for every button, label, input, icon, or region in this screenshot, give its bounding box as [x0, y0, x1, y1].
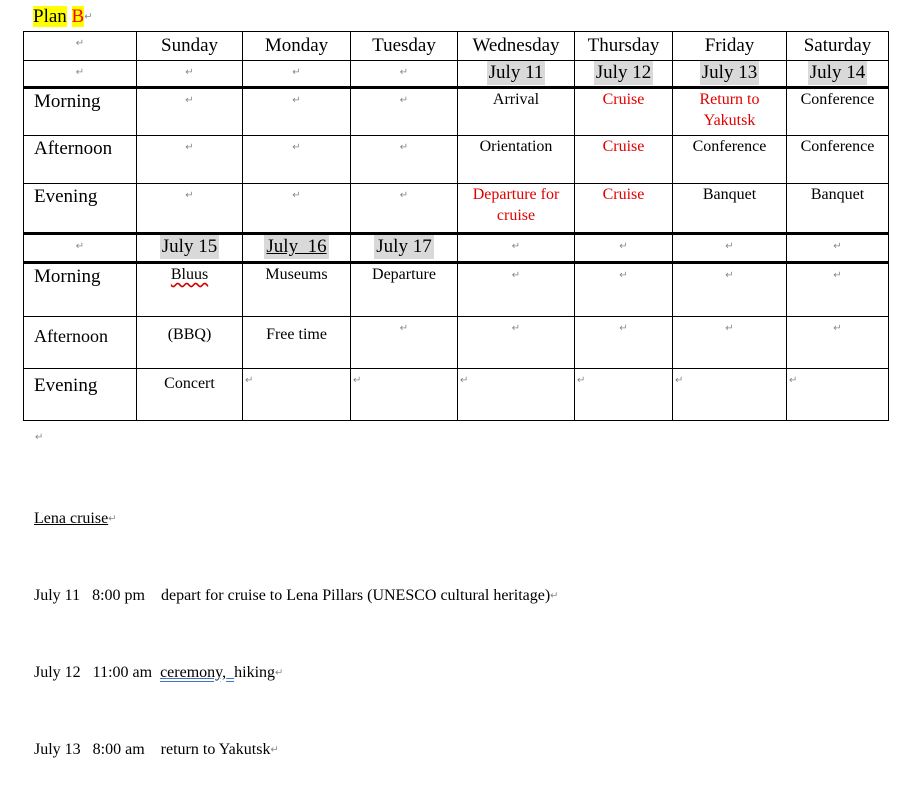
date-july-13: July 13 — [701, 62, 758, 83]
day-wednesday: Wednesday — [458, 32, 575, 61]
title-plan: Plan — [33, 6, 67, 27]
date-july-11: July 11 — [488, 62, 544, 83]
document-title: Plan B↵ — [33, 6, 93, 27]
notes-line-3: July 13 8:00 am return to Yakutsk↵ — [34, 741, 279, 759]
cell-fri-evening: Banquet — [673, 184, 787, 234]
week1-afternoon-row: Afternoon ↵ ↵ ↵ Orientation Cruise Conference Conference — [24, 136, 889, 184]
notes-line-1: July 11 8:00 pm depart for cruise to Lena Pillars (UNESCO cultural heritage)↵ — [34, 587, 559, 605]
day-thursday: Thursday — [575, 32, 673, 61]
cell-thu-afternoon: Cruise — [575, 136, 673, 184]
day-saturday: Saturday — [787, 32, 889, 61]
week2-dates-row: ↵ July 15 July 16 July 17 ↵ ↵ ↵ ↵ — [24, 234, 889, 263]
cell-thu-evening: Cruise — [575, 184, 673, 234]
cell-mon-afternoon: Free time — [243, 317, 351, 369]
cell-fri-afternoon: Conference — [673, 136, 787, 184]
row-label-afternoon: Afternoon — [24, 136, 137, 184]
notes-line-2: July 12 11:00 am ceremony, hiking↵ — [34, 664, 284, 682]
week1-dates-row: ↵ ↵ ↵ ↵ July 11 July 12 July 13 July 14 — [24, 61, 889, 88]
week1-evening-row: Evening ↵ ↵ ↵ Departure for cruise Cruise Banquet Banquet — [24, 184, 889, 234]
schedule-table — [23, 31, 889, 421]
week2-evening-row: Evening Concert ↵ ↵ ↵ ↵ ↵ ↵ — [24, 369, 889, 421]
cell-sat-morning: Conference — [787, 88, 889, 136]
week2-afternoon-row: Afternoon (BBQ) Free time ↵ ↵ ↵ ↵ ↵ — [24, 317, 889, 369]
cell-fri-morning: Return to Yakutsk — [673, 88, 787, 136]
cell-sun-afternoon: (BBQ) — [137, 317, 243, 369]
cell-sat-afternoon: Conference — [787, 136, 889, 184]
title-letter: B — [71, 6, 85, 27]
cell-sun-morning: Bluus — [170, 266, 209, 283]
row-label-morning-2: Morning — [24, 263, 137, 317]
row-label-evening: Evening — [24, 184, 137, 234]
day-tuesday: Tuesday — [351, 32, 458, 61]
day-friday: Friday — [673, 32, 787, 61]
day-sunday: Sunday — [137, 32, 243, 61]
date-july-12: July 12 — [595, 62, 652, 83]
row-label-afternoon-2: Afternoon — [24, 317, 137, 369]
week2-morning-row: Morning Bluus Museums Departure ↵ ↵ ↵ ↵ — [24, 263, 889, 317]
week1-morning-row: Morning ↵ ↵ ↵ Arrival Cruise Return to Yakutsk Conference — [24, 88, 889, 136]
notes-heading: Lena cruise — [34, 510, 109, 527]
date-july-17: July 17 — [376, 236, 432, 257]
cell-sat-evening: Banquet — [787, 184, 889, 234]
cell-wed-afternoon: Orientation — [458, 136, 575, 184]
cell-wed-evening: Departure for cruise — [458, 184, 575, 234]
date-july-16: July 16 — [266, 236, 327, 257]
cell-tue-morning: Departure — [351, 263, 458, 317]
cruise-notes: Lena cruise↵ July 11 8:00 pm depart for cruise to Lena Pillars (UNESCO cultural heritage)↵ July 12 11:00 am ceremony, hiking↵ July 13 8:00 am return to Yakutsk↵ — [34, 455, 559, 789]
cell-thu-morning: Cruise — [575, 88, 673, 136]
cell-sun-evening: Concert — [137, 369, 243, 421]
day-monday: Monday — [243, 32, 351, 61]
date-july-15: July 15 — [161, 236, 218, 257]
cell-mon-morning: Museums — [243, 263, 351, 317]
row-label-morning: Morning — [24, 88, 137, 136]
date-july-14: July 14 — [809, 62, 866, 83]
row-label-evening-2: Evening — [24, 369, 137, 421]
cell-wed-morning: Arrival — [458, 88, 575, 136]
days-header-row: ↵ Sunday Monday Tuesday Wednesday Thursday Friday Saturday — [24, 32, 889, 61]
